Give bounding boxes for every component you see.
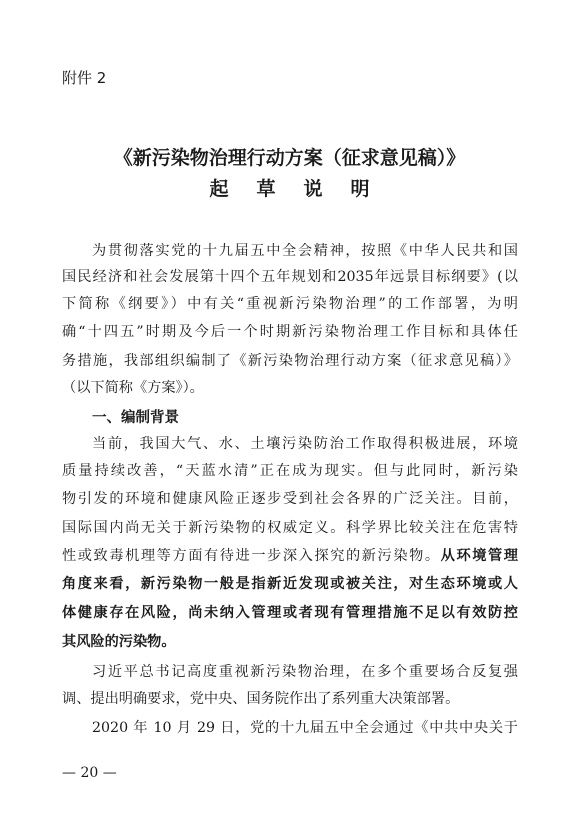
paragraph-line: 调、提出明确要求，党中央、国务院作出了系列重大决策部署。 xyxy=(62,691,460,707)
paragraph-line-bold: 角度来看，新污染物一般是指新近发现或被关注，对生态环境或人 xyxy=(62,576,518,592)
document-title: 《新污染物治理行动方案（征求意见稿）》 xyxy=(113,147,466,169)
paragraph-line: 物引发的环境和健康风险正逐步受到社会各界的广泛关注。目前， xyxy=(62,491,518,507)
paragraph-line: 确“十四五”时期及今后一个时期新污染物治理工作目标和具体任 xyxy=(62,324,518,340)
paragraph-line-bold: 其风险的污染物。 xyxy=(62,634,176,650)
section-heading: 一、编制背景 xyxy=(92,410,179,426)
paragraph-line: 质量持续改善，“天蓝水清”正在成为现实。但与此同时，新污染 xyxy=(62,463,518,479)
paragraph-line: 2020 年 10 月 29 日，党的十九届五中全会通过《中共中央关于 xyxy=(92,720,518,736)
paragraph-line: 国民经济和社会发展第十四个五年规划和2035年远景目标纲要》(以 xyxy=(62,269,518,285)
paragraph-line: 习近平总书记高度重视新污染物治理，在多个重要场合反复强 xyxy=(92,664,518,680)
paragraph-line: （以下简称《方案》）。 xyxy=(62,380,204,396)
paragraph-text-bold: 从环境管理 xyxy=(440,548,518,564)
paragraph-line: 国际国内尚无关于新污染物的权威定义。科学界比较关注在危害特 xyxy=(62,520,518,536)
paragraph-text: 性或致毒机理等方面有待进一步深入探究的新污染物。 xyxy=(62,548,441,564)
paragraph-line: 当前，我国大气、水、土壤污染防治工作取得积极进展，环境 xyxy=(92,436,518,452)
attachment-label: 附件 2 xyxy=(62,69,107,87)
page-number: — 20 — xyxy=(62,765,117,781)
paragraph-line: 下简称《纲要》）中有关“重视新污染物治理”的工作部署，为明 xyxy=(62,296,518,312)
document-subtitle: 起草说明 xyxy=(209,178,398,200)
paragraph-line-bold: 体健康存在风险，尚未纳入管理或者现有管理措施不足以有效防控 xyxy=(62,605,518,621)
paragraph-line: 为贯彻落实党的十九届五中全会精神，按照《中华人民共和国 xyxy=(92,243,518,259)
paragraph-line-mixed xyxy=(62,546,518,566)
paragraph-line: 务措施，我部组织编制了《新污染物治理行动方案（征求意见稿）》 xyxy=(62,353,518,369)
